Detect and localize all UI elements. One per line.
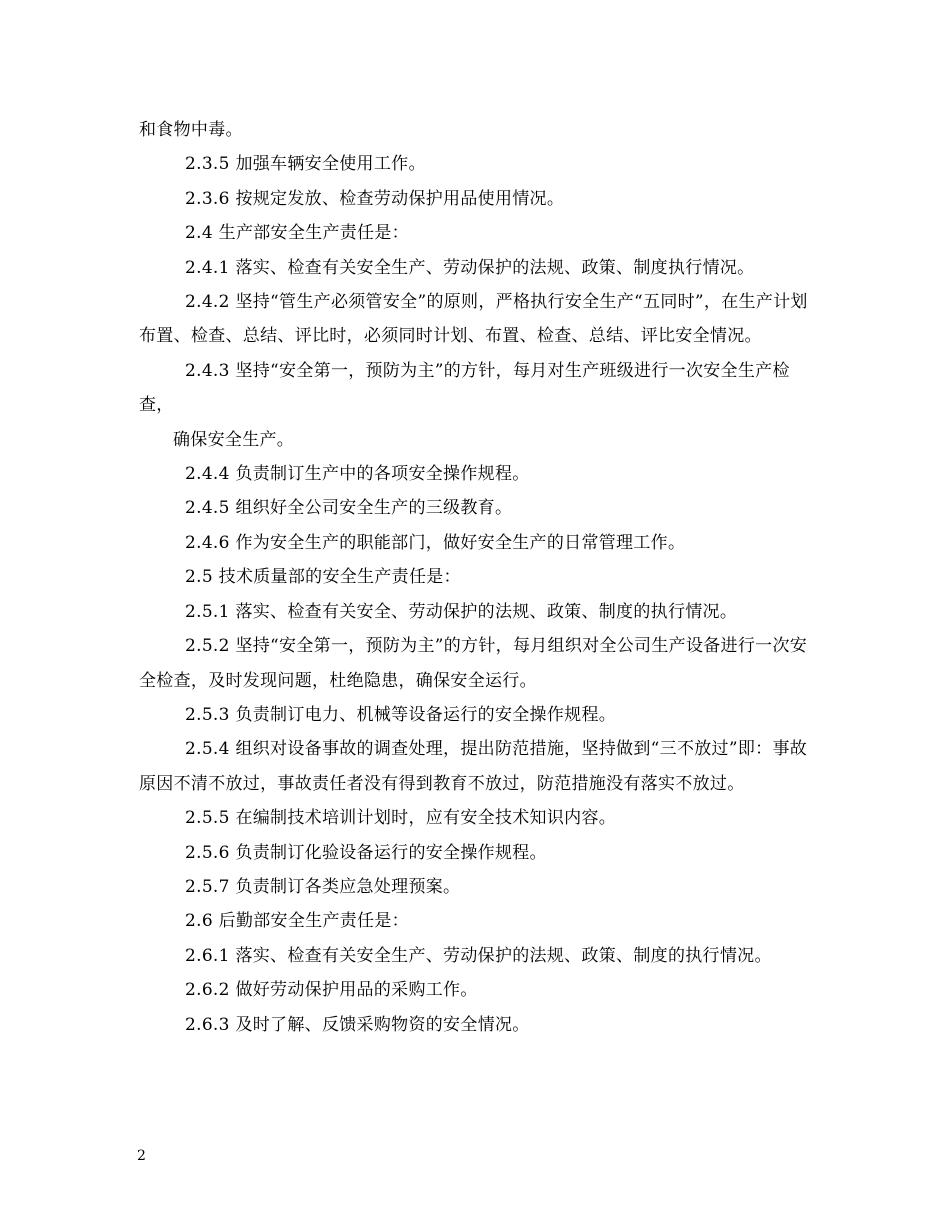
paragraph: 和食物中毒。	[139, 120, 243, 140]
paragraph: 2.5.6 负责制订化验设备运行的安全操作规程。	[185, 842, 547, 863]
paragraph: 2.5.3 负责制订电力、机械等设备运行的安全操作规程。	[185, 704, 617, 725]
paragraph: 2.5.5 在编制技术培训计划时，应有安全技术知识内容。	[185, 808, 617, 829]
page-number: 2	[137, 1148, 146, 1164]
paragraph: 2.4.1 落实、检查有关安全生产、劳动保护的法规、政策、制度执行情况。	[185, 257, 755, 278]
paragraph: 2.5.2 坚持“安全第一，预防为主”的方针，每月组织对全公司生产设备进行一次安全检查，及时发现问题，杜绝隐患，确保安全运行。	[139, 636, 808, 691]
paragraph: 2.5.7 负责制订各类应急处理预案。	[185, 876, 461, 897]
paragraph: 2.5.4 组织对设备事故的调查处理，提出防范措施，坚持做到“三不放过”即：事故原因不清不放过，事故责任者没有得到教育不放过，防范措施没有落实不放过。	[139, 739, 808, 794]
paragraph: 2.4.4 负责制订生产中的各项安全操作规程。	[185, 464, 530, 485]
paragraph: 2.6.3 及时了解、反馈采购物资的安全情况。	[185, 1014, 530, 1035]
paragraph: 确保安全生产。	[173, 429, 295, 450]
paragraph: 2.4.2 坚持“管生产必须管安全”的原则，严格执行安全生产“五同时”，在生产计划布置、检查、总结、评比时，必须同时计划、布置、检查、总结、评比安全情况。	[139, 292, 808, 347]
section-heading: 2.5 技术质量部的安全生产责任是：	[185, 567, 461, 588]
paragraph: 2.4.5 组织好全公司安全生产的三级教育。	[185, 498, 513, 519]
paragraph: 2.6.2 做好劳动保护用品的采购工作。	[185, 980, 478, 1001]
paragraph: 2.6.1 落实、检查有关安全生产、劳动保护的法规、政策、制度的执行情况。	[185, 945, 772, 966]
paragraph: 2.4.3 坚持“安全第一，预防为主”的方针，每月对生产班级进行一次安全生产检查，	[139, 360, 790, 416]
section-heading: 2.4 生产部安全生产责任是：	[185, 223, 409, 244]
paragraph: 2.3.5 加强车辆安全使用工作。	[185, 154, 426, 175]
paragraph: 2.4.6 作为安全生产的职能部门，做好安全生产的日常管理工作。	[185, 532, 686, 553]
section-heading: 2.6 后勤部安全生产责任是：	[185, 911, 409, 932]
document-body	[139, 113, 819, 1042]
paragraph: 2.3.6 按规定发放、检查劳动保护用品使用情况。	[185, 188, 565, 209]
paragraph: 2.5.1 落实、检查有关安全、劳动保护的法规、政策、制度的执行情况。	[185, 601, 738, 622]
